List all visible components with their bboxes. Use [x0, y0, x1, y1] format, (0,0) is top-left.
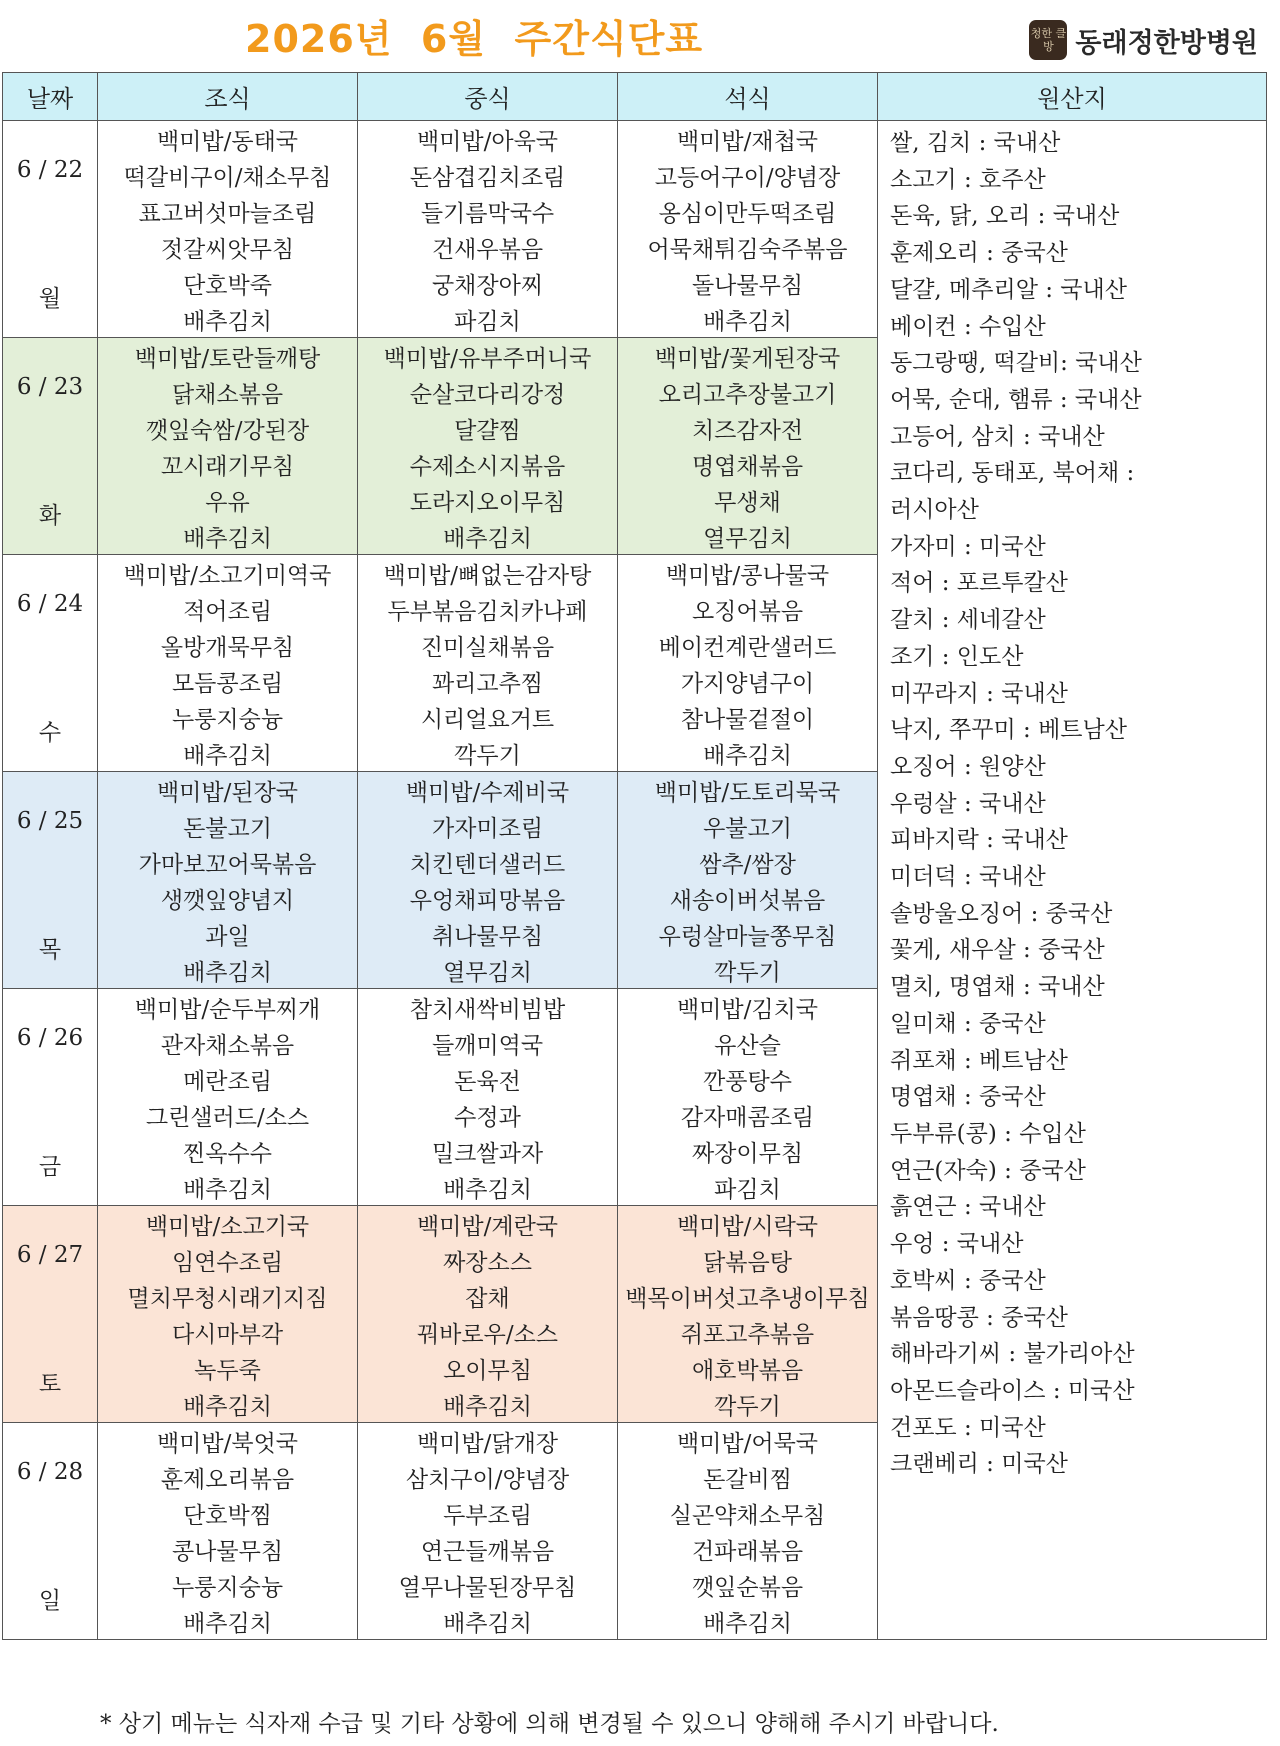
- lunch-dish: 시리얼요거트: [358, 699, 618, 735]
- breakfast-dish: 백미밥/토란들깨탕: [98, 338, 358, 375]
- origin-item: 어묵, 순대, 햄류 : 국내산: [890, 386, 1142, 413]
- dinner-dish: 쌈추/쌈장: [618, 844, 878, 880]
- breakfast-dish: 단호박죽: [98, 265, 358, 301]
- lunch-dish: 백미밥/뼈없는감자탕: [358, 555, 618, 592]
- dinner-dish: 파김치: [618, 1169, 878, 1206]
- origin-item: 코다리, 동태포, 북어채 :: [890, 460, 1135, 487]
- footnote: * 상기 메뉴는 식자재 수급 및 기타 상황에 의해 변경될 수 있으니 양해해 주시기 바랍니다.: [100, 1711, 999, 1737]
- breakfast-dish: 녹두죽: [98, 1350, 358, 1386]
- dinner-dish: 깻잎순볶음: [618, 1567, 878, 1603]
- dinner-dish: 배추김치: [618, 1603, 878, 1640]
- origin-cell: [878, 121, 1267, 1640]
- day-cell: [3, 338, 98, 555]
- breakfast-dish: 그린샐러드/소스: [98, 1097, 358, 1133]
- origin-item: 쌀, 김치 : 국내산: [890, 130, 1061, 156]
- breakfast-dish: 단호박찜: [98, 1495, 358, 1531]
- origin-item: 조기 : 인도산: [890, 643, 1024, 670]
- breakfast-dish: 백미밥/소고기국: [98, 1206, 358, 1243]
- dinner-dish: 오리고추장불고기: [618, 374, 878, 410]
- origin-item: 멸치, 명엽채 : 국내산: [890, 974, 1105, 1001]
- table-header-row: [3, 73, 1267, 121]
- lunch-dish: 꿔바로우/소스: [358, 1314, 618, 1350]
- day-date: 6 / 26: [16, 1025, 84, 1051]
- lunch-dish: 취나물무침: [358, 916, 618, 952]
- weekly-menu-table: [2, 72, 1267, 1640]
- day-date: 6 / 25: [16, 808, 84, 834]
- dinner-dish: 배추김치: [618, 735, 878, 772]
- breakfast-dish: 메란조림: [98, 1061, 358, 1097]
- breakfast-dish: 임연수조림: [98, 1242, 358, 1278]
- origin-item: 훈제오리 : 중국산: [890, 240, 1068, 267]
- dinner-dish: 백미밥/시락국: [618, 1206, 878, 1243]
- origin-item: 소고기 : 호주산: [890, 166, 1046, 193]
- breakfast-dish: 백미밥/소고기미역국: [98, 555, 358, 592]
- lunch-dish: 삼치구이/양념장: [358, 1459, 618, 1495]
- lunch-dish: 밀크쌀과자: [358, 1133, 618, 1169]
- dinner-dish: 오징어볶음: [618, 591, 878, 627]
- day-date: 6 / 23: [16, 374, 84, 400]
- dinner-dish: 명엽채볶음: [618, 446, 878, 482]
- dinner-dish: 고등어구이/양념장: [618, 157, 878, 193]
- lunch-dish: 배추김치: [358, 1169, 618, 1206]
- header-origin: 원산지: [878, 73, 1267, 121]
- origin-item: 볶음땅콩 : 중국산: [890, 1304, 1068, 1331]
- lunch-dish: 순살코다리강정: [358, 374, 618, 410]
- breakfast-dish: 배추김치: [98, 1169, 358, 1206]
- origin-item: 러시아산: [890, 497, 979, 524]
- breakfast-dish: 백미밥/순두부찌개: [98, 989, 358, 1026]
- dinner-dish: 백미밥/도토리묵국: [618, 772, 878, 809]
- dinner-dish: 치즈감자전: [618, 410, 878, 446]
- lunch-dish: 가자미조림: [358, 808, 618, 844]
- lunch-dish: 백미밥/아욱국: [358, 121, 618, 158]
- lunch-dish: 돈삼겹김치조림: [358, 157, 618, 193]
- page-title: 2026년 6월 주간식단표: [245, 17, 704, 61]
- day-weekday: 금: [38, 1154, 62, 1180]
- lunch-dish: 치킨텐더샐러드: [358, 844, 618, 880]
- origin-item: 두부류(콩) : 수입산: [890, 1120, 1086, 1147]
- dinner-dish: 백미밥/꽃게된장국: [618, 338, 878, 375]
- breakfast-dish: 콩나물무침: [98, 1531, 358, 1567]
- dinner-dish: 어묵채튀김숙주볶음: [618, 229, 878, 265]
- day-cell: [3, 989, 98, 1206]
- breakfast-dish: 적어조림: [98, 591, 358, 627]
- breakfast-dish: 멸치무청시래기지짐: [98, 1278, 358, 1314]
- dinner-dish: 감자매콤조림: [618, 1097, 878, 1133]
- breakfast-dish: 관자채소볶음: [98, 1025, 358, 1061]
- dinner-dish: 건파래볶음: [618, 1531, 878, 1567]
- breakfast-dish: 생깻잎양념지: [98, 880, 358, 916]
- dinner-dish: 새송이버섯볶음: [618, 880, 878, 916]
- lunch-dish: 궁채장아찌: [358, 265, 618, 301]
- breakfast-dish: 과일: [98, 916, 358, 952]
- day-weekday: 일: [38, 1588, 62, 1614]
- breakfast-dish: 훈제오리볶음: [98, 1459, 358, 1495]
- origin-item: 미꾸라지 : 국내산: [890, 680, 1068, 707]
- breakfast-dish: 백미밥/북엇국: [98, 1423, 358, 1460]
- origin-item: 솔방울오징어 : 중국산: [890, 900, 1113, 927]
- hospital-name: 동래정한방병원: [1075, 27, 1258, 59]
- dinner-dish: 백목이버섯고추냉이무침: [618, 1278, 878, 1314]
- header-date: 날짜: [3, 73, 98, 121]
- breakfast-dish: 배추김치: [98, 301, 358, 338]
- origin-item: 흙연근 : 국내산: [890, 1194, 1046, 1221]
- lunch-dish: 두부볶음김치카나페: [358, 591, 618, 627]
- breakfast-dish: 백미밥/동태국: [98, 121, 358, 158]
- origin-item: 갈치 : 세네갈산: [890, 607, 1046, 634]
- dinner-dish: 깐풍탕수: [618, 1061, 878, 1097]
- dinner-dish: 가지양념구이: [618, 663, 878, 699]
- lunch-dish: 배추김치: [358, 1603, 618, 1640]
- lunch-dish: 백미밥/유부주머니국: [358, 338, 618, 375]
- dinner-dish: 백미밥/재첩국: [618, 121, 878, 158]
- origin-item: 꽃게, 새우살 : 중국산: [890, 937, 1105, 964]
- origin-item: 미더덕 : 국내산: [890, 864, 1046, 891]
- breakfast-dish: 다시마부각: [98, 1314, 358, 1350]
- dinner-dish: 백미밥/콩나물국: [618, 555, 878, 592]
- dinner-dish: 돌나물무침: [618, 265, 878, 301]
- day-weekday: 토: [38, 1371, 62, 1397]
- lunch-dish: 돈육전: [358, 1061, 618, 1097]
- lunch-dish: 깍두기: [358, 735, 618, 772]
- dinner-dish: 유산슬: [618, 1025, 878, 1061]
- day-cell: [3, 1423, 98, 1640]
- origin-item: 적어 : 포르투칼산: [890, 570, 1068, 597]
- breakfast-dish: 가마보꼬어묵볶음: [98, 844, 358, 880]
- lunch-dish: 우엉채피망볶음: [358, 880, 618, 916]
- dinner-dish: 참나물겉절이: [618, 699, 878, 735]
- origin-item: 해바라기씨 : 불가리아산: [890, 1341, 1135, 1368]
- table-row: [3, 121, 1267, 158]
- lunch-dish: 수정과: [358, 1097, 618, 1133]
- breakfast-dish: 올방개묵무침: [98, 627, 358, 663]
- lunch-dish: 들깨미역국: [358, 1025, 618, 1061]
- origin-item: 가자미 : 미국산: [890, 533, 1046, 560]
- day-weekday: 수: [38, 720, 62, 746]
- dinner-dish: 옹심이만두떡조림: [618, 193, 878, 229]
- day-date: 6 / 24: [16, 591, 84, 617]
- origin-item: 베이컨 : 수입산: [890, 313, 1046, 340]
- dinner-dish: 열무김치: [618, 518, 878, 555]
- day-cell: [3, 1206, 98, 1423]
- lunch-dish: 오이무침: [358, 1350, 618, 1386]
- breakfast-dish: 백미밥/된장국: [98, 772, 358, 809]
- breakfast-dish: 배추김치: [98, 1386, 358, 1423]
- lunch-dish: 파김치: [358, 301, 618, 338]
- dinner-dish: 베이컨계란샐러드: [618, 627, 878, 663]
- dinner-dish: 우렁살마늘쫑무침: [618, 916, 878, 952]
- dinner-dish: 우불고기: [618, 808, 878, 844]
- breakfast-dish: 우유: [98, 482, 358, 518]
- lunch-dish: 열무나물된장무침: [358, 1567, 618, 1603]
- day-weekday: 월: [38, 286, 62, 312]
- hospital-logo-icon: 청한 클방: [1029, 20, 1067, 60]
- lunch-dish: 연근들깨볶음: [358, 1531, 618, 1567]
- lunch-dish: 잡채: [358, 1278, 618, 1314]
- breakfast-dish: 찐옥수수: [98, 1133, 358, 1169]
- day-date: 6 / 22: [16, 157, 84, 183]
- breakfast-dish: 배추김치: [98, 1603, 358, 1640]
- lunch-dish: 짜장소스: [358, 1242, 618, 1278]
- origin-item: 오징어 : 원양산: [890, 753, 1046, 780]
- dinner-dish: 쥐포고추볶음: [618, 1314, 878, 1350]
- origin-item: 호박씨 : 중국산: [890, 1267, 1046, 1294]
- lunch-dish: 들기름막국수: [358, 193, 618, 229]
- day-weekday: 목: [38, 937, 62, 963]
- origin-item: 피바지락 : 국내산: [890, 827, 1068, 854]
- lunch-dish: 참치새싹비빔밥: [358, 989, 618, 1026]
- origin-item: 크랜베리 : 미국산: [890, 1451, 1068, 1478]
- breakfast-dish: 떡갈비구이/채소무침: [98, 157, 358, 193]
- breakfast-dish: 배추김치: [98, 952, 358, 989]
- dinner-dish: 깍두기: [618, 952, 878, 989]
- origin-item: 낙지, 쭈꾸미 : 베트남산: [890, 717, 1127, 744]
- dinner-dish: 돈갈비찜: [618, 1459, 878, 1495]
- day-cell: [3, 772, 98, 989]
- lunch-dish: 백미밥/수제비국: [358, 772, 618, 809]
- dinner-dish: 배추김치: [618, 301, 878, 338]
- dinner-dish: 짜장이무침: [618, 1133, 878, 1169]
- lunch-dish: 달걀찜: [358, 410, 618, 446]
- day-weekday: 화: [38, 503, 62, 529]
- dinner-dish: 실곤약채소무침: [618, 1495, 878, 1531]
- lunch-dish: 배추김치: [358, 518, 618, 555]
- lunch-dish: 두부조림: [358, 1495, 618, 1531]
- breakfast-dish: 닭채소볶음: [98, 374, 358, 410]
- breakfast-dish: 누룽지숭늉: [98, 1567, 358, 1603]
- dinner-dish: 애호박볶음: [618, 1350, 878, 1386]
- dinner-dish: 무생채: [618, 482, 878, 518]
- origin-item: 동그랑땡, 떡갈비: 국내산: [890, 350, 1142, 377]
- day-cell: [3, 121, 98, 338]
- lunch-dish: 수제소시지볶음: [358, 446, 618, 482]
- origin-item: 쥐포채 : 베트남산: [890, 1047, 1068, 1074]
- breakfast-dish: 젓갈씨앗무침: [98, 229, 358, 265]
- breakfast-dish: 모듬콩조림: [98, 663, 358, 699]
- origin-item: 건포도 : 미국산: [890, 1414, 1046, 1441]
- dinner-dish: 깍두기: [618, 1386, 878, 1423]
- header-breakfast: 조식: [98, 73, 358, 121]
- origin-item: 일미채 : 중국산: [890, 1010, 1046, 1037]
- lunch-dish: 진미실채볶음: [358, 627, 618, 663]
- origin-item: 달걀, 메추리알 : 국내산: [890, 276, 1127, 303]
- lunch-dish: 건새우볶음: [358, 229, 618, 265]
- breakfast-dish: 깻잎숙쌈/강된장: [98, 410, 358, 446]
- origin-item: 돈육, 닭, 오리 : 국내산: [890, 203, 1120, 230]
- breakfast-dish: 누룽지숭늉: [98, 699, 358, 735]
- origin-item: 우렁살 : 국내산: [890, 790, 1046, 817]
- header-lunch: 중식: [358, 73, 618, 121]
- lunch-dish: 백미밥/닭개장: [358, 1423, 618, 1460]
- lunch-dish: 열무김치: [358, 952, 618, 989]
- breakfast-dish: 배추김치: [98, 735, 358, 772]
- lunch-dish: 도라지오이무침: [358, 482, 618, 518]
- hospital-brand: [1029, 18, 1258, 62]
- day-cell: [3, 555, 98, 772]
- origin-item: 연근(자숙) : 중국산: [890, 1157, 1086, 1184]
- header-dinner: 석식: [618, 73, 878, 121]
- breakfast-dish: 꼬시래기무침: [98, 446, 358, 482]
- dinner-dish: 백미밥/어묵국: [618, 1423, 878, 1460]
- origin-item: 고등어, 삼치 : 국내산: [890, 423, 1105, 450]
- day-date: 6 / 27: [16, 1242, 84, 1268]
- lunch-dish: 백미밥/계란국: [358, 1206, 618, 1243]
- lunch-dish: 배추김치: [358, 1386, 618, 1423]
- origin-item: 우엉 : 국내산: [890, 1231, 1024, 1258]
- dinner-dish: 백미밥/김치국: [618, 989, 878, 1026]
- breakfast-dish: 배추김치: [98, 518, 358, 555]
- breakfast-dish: 표고버섯마늘조림: [98, 193, 358, 229]
- day-date: 6 / 28: [16, 1459, 84, 1485]
- lunch-dish: 꽈리고추찜: [358, 663, 618, 699]
- menu-body: [3, 121, 1267, 1640]
- origin-item: 명엽채 : 중국산: [890, 1084, 1046, 1111]
- breakfast-dish: 돈불고기: [98, 808, 358, 844]
- dinner-dish: 닭볶음탕: [618, 1242, 878, 1278]
- origin-item: 아몬드슬라이스 : 미국산: [890, 1377, 1135, 1404]
